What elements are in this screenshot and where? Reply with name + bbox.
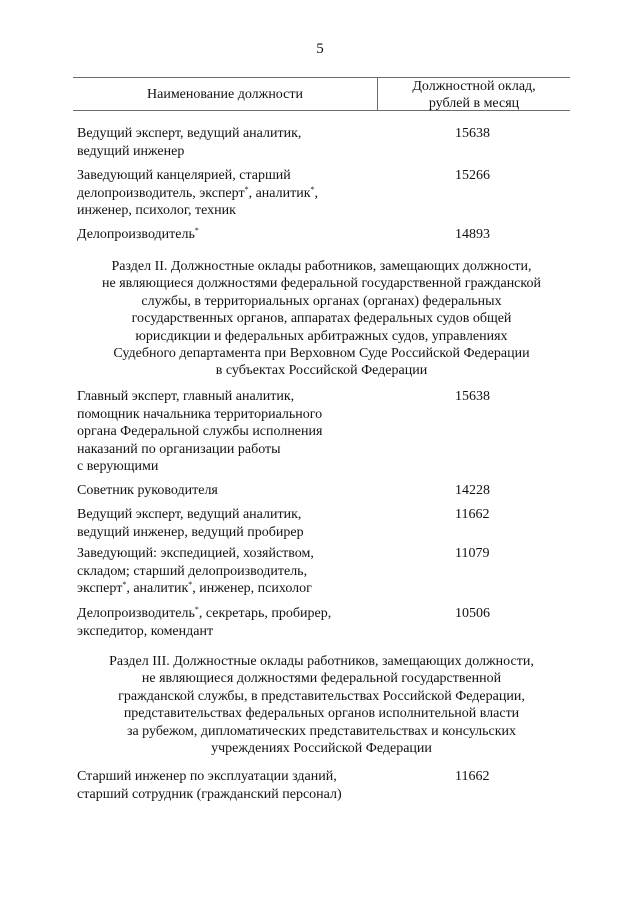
footnote-asterisk: * — [188, 580, 193, 589]
position-name — [77, 506, 377, 541]
position-name-line: Ведущий эксперт, ведущий аналитик, — [77, 507, 302, 522]
section-heading-line: Судебного департамента при Верховном Суде Российской Федерации — [113, 346, 530, 362]
position-name-line: ведущий инженер, ведущий пробирер — [77, 524, 304, 540]
position-name-line: ведущий инженер — [77, 143, 185, 159]
position-name — [77, 388, 377, 476]
position-name — [77, 226, 377, 244]
position-name-line: старший сотрудник (гражданский персонал) — [77, 786, 342, 802]
position-name-line: экспедитор, комендант — [77, 623, 214, 639]
position-name-line: инженер, психолог, техник — [77, 203, 236, 218]
position-name-line: Заведующий канцелярией, старший — [77, 168, 291, 183]
page-number: 5 — [316, 41, 324, 57]
position-name-line: с верующими — [77, 459, 159, 474]
footnote-asterisk: * — [122, 580, 127, 589]
position-name-line: наказаний по организации работы — [77, 441, 281, 457]
footnote-asterisk: * — [194, 226, 199, 235]
section-heading-line: службы, в территориальных органах (органах) федеральных — [141, 293, 502, 309]
column-header-salary-line: Должностной оклад, — [412, 79, 536, 94]
section-heading-2 — [73, 258, 570, 380]
salary-value: 15266 — [455, 168, 490, 183]
position-name-line: Старший инженер по эксплуатации зданий, — [77, 769, 337, 784]
section-heading-3 — [73, 653, 570, 757]
section-heading-line: представительствах федеральных органов исполнительной власти — [123, 706, 520, 722]
position-name-line: помощник начальника территориального — [77, 406, 323, 422]
position-name-line: Ведущий эксперт, ведущий аналитик, — [77, 126, 302, 141]
position-name-line: делопроизводитель, эксперт*, аналитик*, — [77, 184, 319, 201]
position-name-line: Заведующий: экспедицией, хозяйством, — [77, 546, 314, 561]
position-name — [77, 605, 377, 640]
section-heading-line: Раздел II. Должностные оклады работников, замещающих должности, — [111, 259, 532, 274]
salary-value: 11662 — [455, 507, 490, 522]
position-name-line: Делопроизводитель* — [77, 226, 199, 242]
column-header-salary-line: рублей в месяц — [428, 96, 520, 111]
position-name — [77, 125, 377, 160]
footnote-asterisk: * — [310, 184, 315, 194]
position-name-line: Главный эксперт, главный аналитик, — [77, 389, 295, 404]
salary-value: 15638 — [455, 389, 490, 404]
salary-value: 15638 — [455, 126, 490, 141]
position-name — [77, 482, 377, 500]
section-heading-line: за рубежом, дипломатических представительствах и консульских — [126, 723, 517, 739]
column-header-position: Наименование должности — [147, 87, 303, 102]
position-name-line: эксперт*, аналитик*, инженер, психолог — [77, 580, 312, 596]
position-name-line: органа Федеральной службы исполнения — [77, 424, 323, 439]
column-header-salary — [378, 78, 570, 112]
section-heading-line: не являющиеся должностями федеральной государственной гражданской — [102, 276, 541, 292]
salary-value: 14893 — [455, 227, 490, 242]
position-name-line: Делопроизводитель*, секретарь, пробирер, — [77, 605, 332, 621]
position-name-line: складом; старший делопроизводитель, — [77, 563, 308, 579]
footnote-asterisk: * — [194, 605, 199, 614]
section-heading-line: Раздел III. Должностные оклады работников, замещающих должности, — [109, 654, 534, 669]
salary-value: 14228 — [455, 483, 490, 498]
salary-value: 11079 — [455, 546, 490, 561]
salary-value: 11662 — [455, 769, 490, 784]
section-heading-line: юрисдикции и федеральных арбитражных судов, управлениях — [135, 328, 508, 344]
section-heading-line: гражданской службы, в представительствах Российской Федерации, — [118, 688, 525, 704]
section-heading-line: учреждениях Российской Федерации — [211, 741, 432, 757]
position-name-line: Советник руководителя — [77, 483, 218, 498]
position-name — [77, 768, 377, 803]
section-heading-line: государственных органов, аппаратах федеральных судов общей — [131, 311, 512, 327]
section-heading-line: в субъектах Российской Федерации — [215, 363, 428, 379]
position-name — [77, 545, 377, 598]
footnote-asterisk: * — [244, 184, 249, 194]
section-heading-line: не являющиеся должностями федеральной государственной — [141, 671, 502, 687]
position-name — [77, 167, 377, 220]
salary-value: 10506 — [455, 606, 490, 621]
